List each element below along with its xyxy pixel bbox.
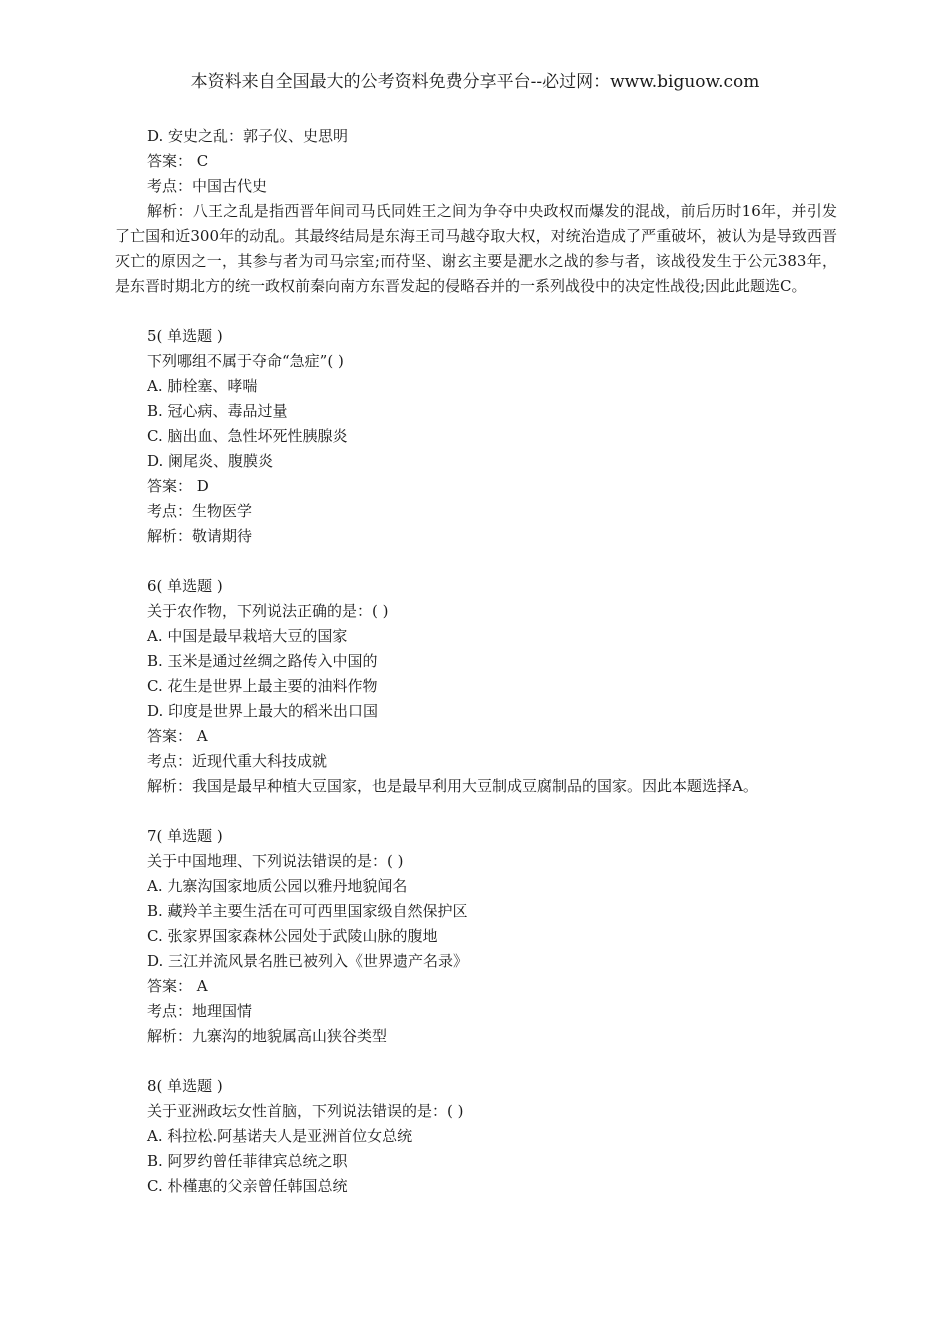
question-8 (115, 1074, 837, 1199)
option-b: B. 冠心病、毒品过量 (147, 402, 288, 420)
q4-analysis: 解析：八王之乱是指西晋年间司马氏同姓王之间为争夺中央政权而爆发的混战，前后历时16年，并引发了亡国和近300年的动乱。其最终结局是东海王司马越夺取大权，对统治造成了严重破坏，被认为是导致西晋灭亡的原因之一，其参与者为司马宗室;而苻坚、谢玄主要是淝水之战的参与者，该战役发生于公元383年，是东晋时期北方的统一政权前秦向南方东晋发起的侵略吞并的一系列战役中的决定性战役;因此此题选C。 (115, 202, 837, 295)
question-stem: 关于中国地理、下列说法错误的是：( ) (147, 852, 404, 870)
question-stem: 关于亚洲政坛女性首脑，下列说法错误的是：( ) (147, 1102, 464, 1120)
option-b: B. 藏羚羊主要生活在可可西里国家级自然保护区 (147, 902, 468, 920)
option-a: A. 中国是最早栽培大豆的国家 (147, 627, 348, 645)
option-a: A. 肺栓塞、哮喘 (147, 377, 258, 395)
option-d: D. 三江并流风景名胜已被列入《世界遗产名录》 (147, 952, 469, 970)
question-header: 7( 单选题 ) (147, 827, 223, 845)
answer: 答案： D (147, 477, 209, 495)
question-6 (115, 574, 837, 799)
q4-option-d: D. 安史之乱：郭子仪、史思明 (147, 127, 349, 145)
answer: 答案： A (147, 977, 208, 995)
analysis: 解析：我国是最早种植大豆国家，也是最早利用大豆制成豆腐制品的国家。因此本题选择A。 (147, 777, 758, 795)
topic: 考点：近现代重大科技成就 (147, 752, 328, 770)
question-header: 6( 单选题 ) (147, 577, 223, 595)
q4-topic: 考点：中国古代史 (147, 177, 268, 195)
question-5 (115, 324, 837, 549)
option-d: D. 印度是世界上最大的稻米出口国 (147, 702, 379, 720)
q4-answer: 答案： C (147, 152, 209, 170)
document-body (115, 124, 837, 1199)
topic: 考点：地理国情 (147, 1002, 253, 1020)
option-a: A. 九寨沟国家地质公园以雅丹地貌闻名 (147, 877, 408, 895)
question-stem: 关于农作物，下列说法正确的是：( ) (147, 602, 389, 620)
option-c: C. 朴槿惠的父亲曾任韩国总统 (147, 1177, 348, 1195)
topic: 考点：生物医学 (147, 502, 253, 520)
option-b: B. 玉米是通过丝绸之路传入中国的 (147, 652, 378, 670)
question-stem: 下列哪组不属于夺命“急症”( ) (147, 352, 344, 370)
page-header: 本资料来自全国最大的公考资料免费分享平台--必过网：www.biguow.com (190, 72, 760, 92)
option-c: C. 花生是世界上最主要的油料作物 (147, 677, 378, 695)
analysis: 解析：敬请期待 (147, 527, 253, 545)
option-b: B. 阿罗约曾任菲律宾总统之职 (147, 1152, 348, 1170)
question-7 (115, 824, 837, 1049)
answer: 答案： A (147, 727, 208, 745)
option-c: C. 张家界国家森林公园处于武陵山脉的腹地 (147, 927, 438, 945)
question-header: 5( 单选题 ) (147, 327, 223, 345)
question-header: 8( 单选题 ) (147, 1077, 223, 1095)
option-d: D. 阑尾炎、腹膜炎 (147, 452, 274, 470)
analysis: 解析：九寨沟的地貌属高山狭谷类型 (147, 1027, 388, 1045)
option-c: C. 脑出血、急性坏死性胰腺炎 (147, 427, 348, 445)
option-a: A. 科拉松.阿基诺夫人是亚洲首位女总统 (147, 1127, 413, 1145)
